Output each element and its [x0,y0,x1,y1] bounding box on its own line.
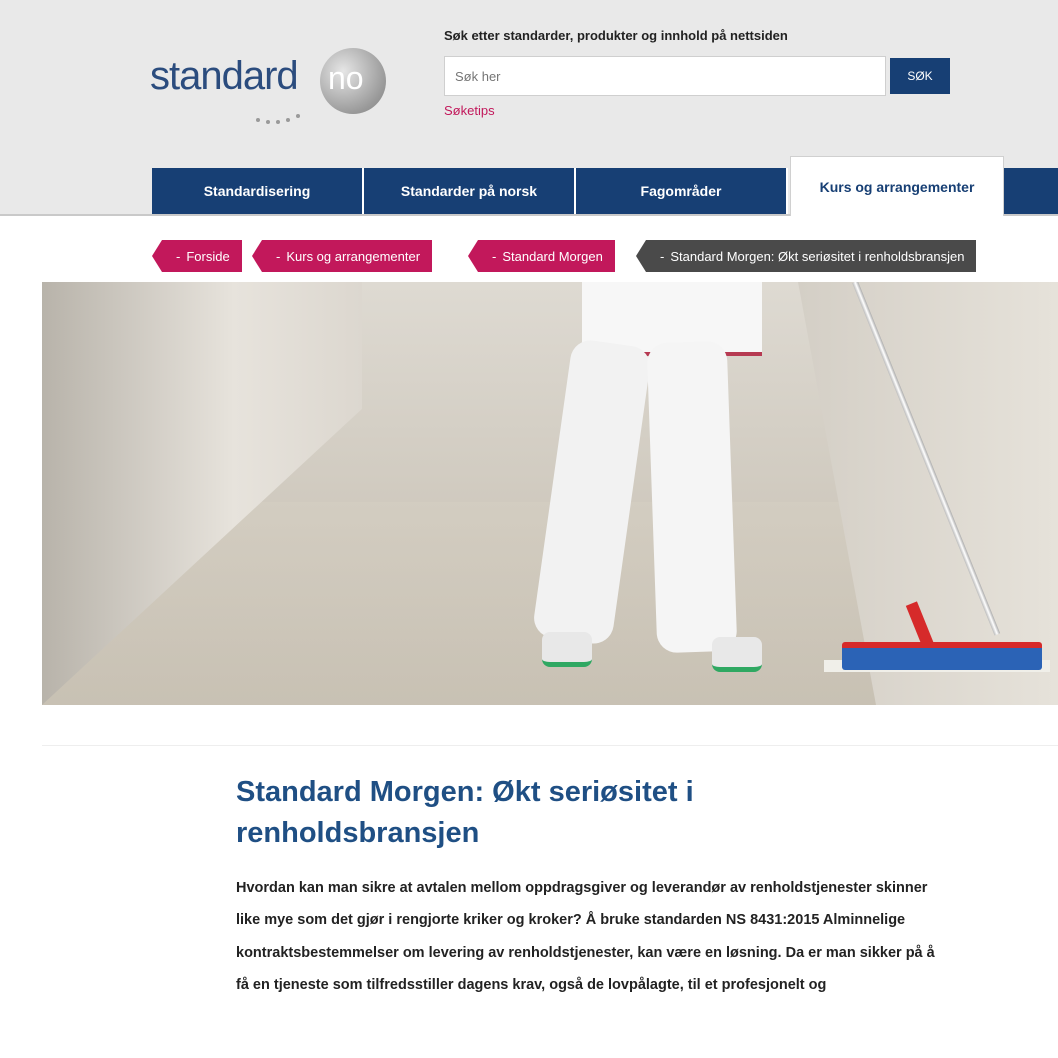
content-divider [42,745,1058,746]
tab-fagomrader[interactable]: Fagområder [576,168,788,214]
breadcrumb-dash-icon: - [276,248,281,264]
article-lead: Hvordan kan man sikre at avtalen mellom oppdragsgiver og leverandør av renholdstjenester skinner like mye som det gjør i rengjorte kriker og kroker? Å bruke standarden NS 8431:2015 Alminnelige kontraktsbestemmelser om levering av renholdstjenester, kan være en løsning. Da er man sikker på å få en tjeneste som tilfredsstiller dagens krav, også de lovpålagte, til et profesjonelt og [236,880,935,994]
tab-kurs-og-arrangementer[interactable]: Kurs og arrangementer [790,156,1004,216]
cleaner-leg-right [647,341,738,654]
logo-badge-text: no [328,60,364,96]
breadcrumb-item-forside[interactable] [162,240,242,272]
breadcrumb-label: Kurs og arrangementer [286,248,421,264]
page-title: Standard Morgen: Økt seriøsitet i renholdsbransjen [236,776,694,849]
main-navigation [152,166,1058,214]
breadcrumb-item-kurs[interactable] [262,240,432,272]
breadcrumb-dash-icon: - [492,248,497,264]
search-input[interactable] [444,56,886,96]
breadcrumb [152,240,1058,272]
site-header [0,0,1058,216]
nav-filler [1004,168,1058,214]
breadcrumb-label: Forside [186,248,230,264]
logo-dots-icon [256,108,316,128]
logo-brand-text: standard [150,54,298,98]
cleaner-shoe-right [712,637,762,672]
breadcrumb-item-current [646,240,976,272]
hero-image [42,282,1058,705]
breadcrumb-dash-icon: - [176,248,181,264]
search-tips-link[interactable]: Søketips [444,103,495,118]
tab-standarder-pa-norsk[interactable]: Standarder på norsk [364,168,576,214]
search-button[interactable]: SØK [890,58,950,94]
breadcrumb-label: Standard Morgen [502,248,603,264]
cleaner-shoe-left [542,632,592,667]
tab-standardisering[interactable]: Standardisering [152,168,364,214]
breadcrumb-label: Standard Morgen: Økt seriøsitet i renholdsbransjen [670,248,965,264]
breadcrumb-dash-icon: - [660,248,665,264]
search-label: Søk etter standarder, produkter og innhold på nettsiden [444,28,788,43]
site-logo[interactable] [150,48,390,128]
breadcrumb-item-standard-morgen[interactable] [478,240,615,272]
cleaner-leg-left [532,338,653,646]
mop-head [842,642,1042,670]
cleaner-figure [532,282,772,672]
